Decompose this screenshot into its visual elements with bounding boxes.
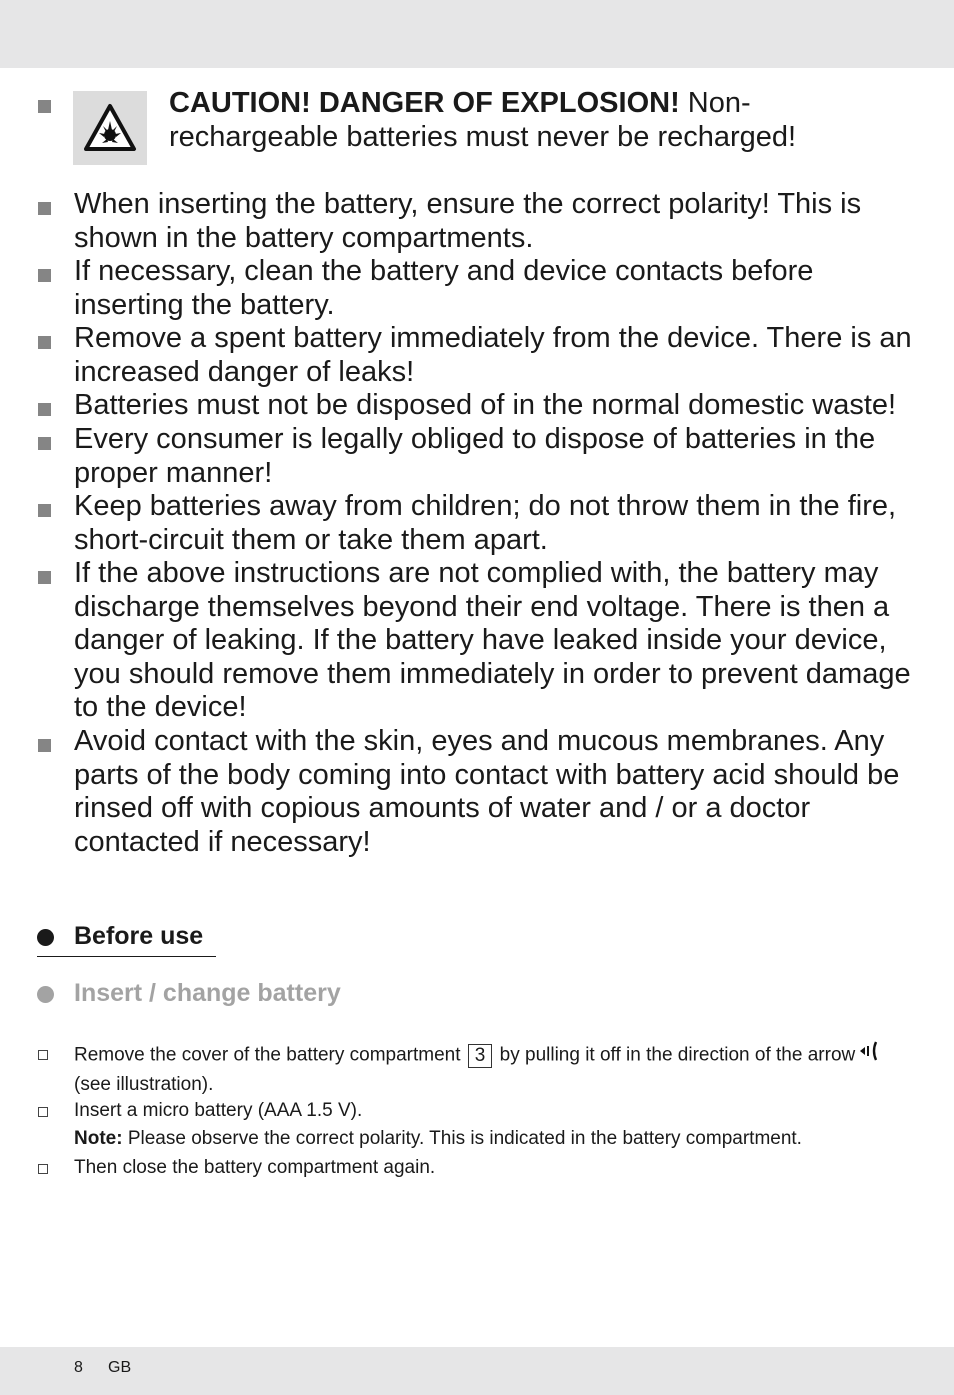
list-item (74, 188, 944, 255)
list-item (74, 255, 944, 322)
caution-line2: rechargeable batteries must never be recharged! (169, 121, 797, 153)
list-item-line: If necessary, clean the battery and device contacts before (74, 255, 814, 287)
list-item-line: When inserting the battery, ensure the correct polarity! This is (74, 188, 862, 220)
list-item-line: contacted if necessary! (74, 825, 371, 858)
list-item-line: Avoid contact with the skin, eyes and mucous membranes. Any (74, 725, 885, 757)
list-item-line: proper manner! (74, 456, 273, 489)
note-label: Note: (74, 1128, 123, 1149)
section-title-insert-change-battery: Insert / change battery (74, 979, 341, 1007)
list-item (74, 389, 944, 423)
list-item-line: increased danger of leaks! (74, 355, 415, 388)
list-item-line: short-circuit them or take them apart. (74, 523, 548, 556)
section-title-before-use: Before use (74, 922, 204, 950)
step-text: Remove the cover of the battery compartment (74, 1044, 466, 1066)
language-code: GB (108, 1359, 132, 1376)
bullet-square (38, 571, 51, 584)
list-item-line: Batteries must not be disposed of in the normal domestic waste! (74, 389, 897, 421)
bullet-square (38, 269, 51, 282)
list-item-line: Remove a spent battery immediately from the device. There is an (74, 322, 912, 354)
list-item-line: If the above instructions are not complied with, the battery may (74, 557, 879, 589)
step-text: Insert a micro battery (AAA 1.5 V). (74, 1100, 363, 1121)
part-number-box: 3 (468, 1044, 493, 1068)
bullet-square (38, 504, 51, 517)
list-item (74, 557, 944, 725)
section-underline (37, 956, 216, 957)
list-item-line: parts of the body coming into contact with battery acid should be (74, 758, 900, 791)
step-checkbox (38, 1164, 48, 1174)
list-item-line: Keep batteries away from children; do not throw them in the fire, (74, 490, 897, 522)
top-band (0, 0, 954, 68)
bullet-square (38, 437, 51, 450)
note-text: Please observe the correct polarity. This is indicated in the battery compartment. (122, 1128, 802, 1149)
caution-text (169, 86, 939, 154)
caution-line1: Non- (679, 87, 751, 119)
list-item-line: inserting the battery. (74, 288, 335, 321)
pull-arrow-icon (859, 1040, 879, 1071)
step-1 (74, 1040, 879, 1099)
step-checkbox (38, 1107, 48, 1117)
list-item (74, 322, 944, 389)
page-number: 8 (74, 1359, 83, 1376)
bullet-square (38, 403, 51, 416)
section-dot-active (37, 929, 54, 946)
footer-band (0, 1347, 954, 1395)
bullet-square (38, 739, 51, 752)
explosion-warning-icon (73, 91, 147, 165)
step-text: (see illustration). (74, 1074, 214, 1095)
step-3 (74, 1154, 435, 1182)
list-item-line: rinsed off with copious amounts of water and / or a doctor (74, 792, 811, 825)
section-dot-inactive (37, 986, 54, 1003)
bullet-square (38, 100, 51, 113)
list-item (74, 490, 944, 557)
list-item-line: discharge themselves beyond their end voltage. There is then a (74, 590, 890, 623)
step-text: Then close the battery compartment again. (74, 1157, 436, 1178)
list-item (74, 725, 944, 859)
caution-heading: CAUTION! DANGER OF EXPLOSION! (169, 87, 680, 119)
list-item (74, 423, 944, 490)
list-item-line: to the device! (74, 691, 247, 724)
bullet-square (38, 202, 51, 215)
step-2 (74, 1097, 802, 1153)
list-item-line: you should remove them immediately in order to prevent damage (74, 657, 911, 690)
bullet-square (38, 336, 51, 349)
list-item-line: Every consumer is legally obliged to dispose of batteries in the (74, 423, 876, 455)
step-text: by pulling it off in the direction of the arrow (494, 1044, 856, 1066)
step-checkbox (38, 1050, 48, 1060)
list-item-line: danger of leaking. If the battery have leaked inside your device, (74, 624, 887, 657)
list-item-line: shown in the battery compartments. (74, 221, 534, 254)
